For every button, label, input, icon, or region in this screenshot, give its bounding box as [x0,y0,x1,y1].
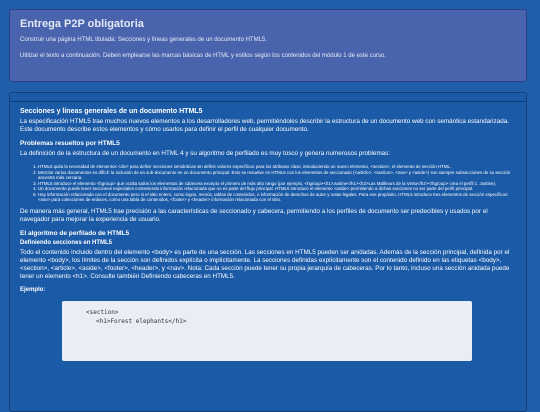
assignment-instruction-2: Utilizar el texto a continuación. Deben emplearse las marcas básicas de HTML y estilos según los contenidos del módulo 1 de este curso. [20,53,386,59]
intro-paragraph: La especificación HTML5 trae muchos nuevos elementos a los desarrolladores web, permitiéndoles describir la estructura de un documento web con semántica estandarizada. Este documento describe estos elementos y cómo usarlos para definir el perfil de cualquier documento. [20,118,509,133]
assignment-title: Entrega P2P obligatoria [20,18,144,30]
document-content [9,92,527,412]
list-item: 1. HTML5 quita la necesidad de elementos <div> para definir secciones semánticas sin definir valores específicos para los atributos class, introduciendo un nuevo elemento, <section>, el elemento de sección HTML. [38,164,516,169]
problems-list [20,164,516,202]
assignment-header [9,9,527,82]
code-line: <h1>Forest elephants</h1> [96,318,187,326]
problems-intro: La definición de la estructura de un documento en HTML 4 y su algoritmo de perfilado es muy tosco y genera numerosos problemas: [20,150,391,157]
example-label: Ejemplo: [20,287,46,294]
list-item: 3. HTML5 introduce el elemento <hgroup> que oculta todos los elementos de cabecera excepto el primero de más alto rango (por ejemplo, <hgroup><h1>Justine</h1><h2>Las Malheurs de la Vertu</h2></hgroup> crea el perfil 1. Justine). [38,181,516,186]
list-item: 2. Mezclar varios documentos es difícil: la inclusión de un sub-documento en un documento principal. Esto se resuelve en HTML5 con los elementos de seccionado (<article>, <section>, <nav> y <aside>) son siempre subsecciones de su sección ancestra más cercana. [38,170,516,180]
top-divider [10,101,526,102]
assignment-instruction-1: Construir una página HTML titulada: Secciones y líneas generales de un documento HTML5. [20,37,267,43]
list-item: 5. Hay información relacionada con el documento pero si el sitio entero, como logos, menús, tablas de contenidos, o información de derechos de autor y notas legales. Para ese propósito, HTML5 introduce tres elementos de sección específicos: <nav> para colecciones de enlaces, como una tabla de contenidos, <footer> y <header> información relacionada con el sitio. [38,192,516,202]
defining-sections-heading: Definiendo secciones en HTML5 [20,240,113,247]
algorithm-heading: El algoritmo de perfilado de HTML5 [20,230,130,238]
list-item: 4. Un documento puede tener secciones especiales conteniendo información relacionada que no es parte del flujo principal. HTML5 introduce el elemento <aside> permitiendo a dichas secciones no ser parte del perfil principal. [38,186,516,191]
code-example [62,301,472,361]
summary-paragraph: De manera más general, HTML5 trae precisión a las características de seccionado y cabecera, permitiendo a los perfiles de documento ser predecibles y usados por el navegador para mejorar la experiencia de usuario. [20,208,488,224]
sections-paragraph: Todo el contenido incluido dentro del elemento <body> es parte de una sección. Las secciones en HTML5 pueden ser anidadas. Además de la sección principal, definida por el elemento <body>, los límites de la sección son definidos explícita o implícitamente. La secciones definidas explícitamente son el contenido definido en las etiquetas <body>, <section>, <article>, <aside>, <footer>, <header>, y <nav>. Nota: Cada sección puede tener su propia jerarquía de cabeceras. Por lo tanto, incluso una sección anidada puede tener un elemento <h1>. Consulte también Definiendo cabeceras en HTML5. [20,249,510,281]
problems-heading: Problemas resueltos por HTML5 [20,140,120,147]
code-line: <section> [86,309,119,317]
document-heading: Secciones y líneas generales de un documento HTML5 [20,108,203,115]
